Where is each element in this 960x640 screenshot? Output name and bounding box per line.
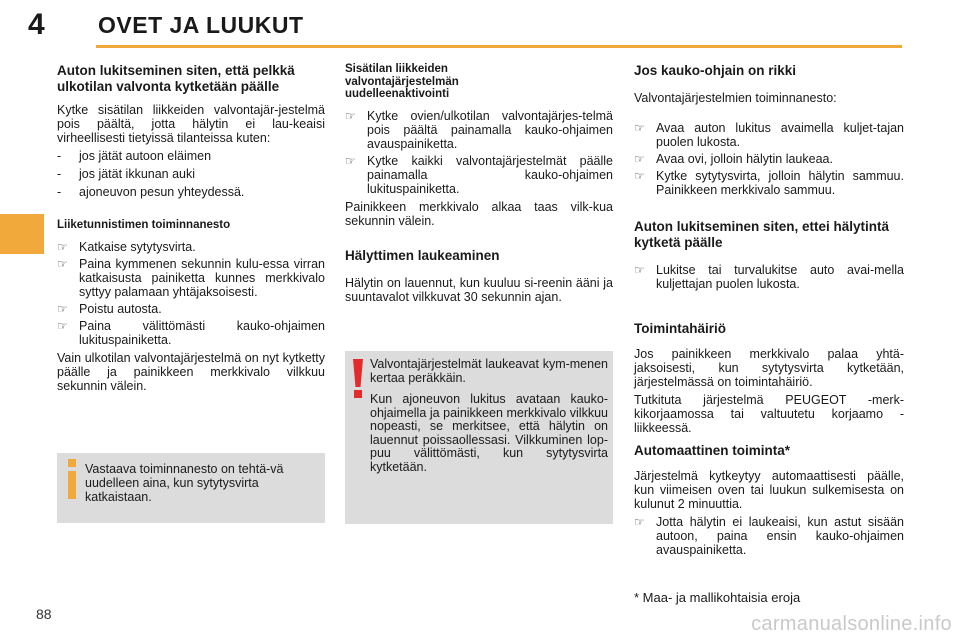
list-item: ☞ Lukitse tai turvalukitse auto avai-mella kuljettajan puolen lukosta. xyxy=(634,263,904,291)
right-s3-text-2: Tutkituta järjestelmä PEUGEOT -merk-kikorjaamossa tai valtuutetu korjaamo -liikkeessä. xyxy=(634,393,904,435)
middle-bullet-list xyxy=(345,109,613,196)
right-column xyxy=(634,63,904,561)
pointing-hand-icon: ☞ xyxy=(634,169,645,183)
middle-section-title: Hälyttimen laukeaminen xyxy=(345,247,500,263)
header-rule xyxy=(96,45,902,48)
page-number: 88 xyxy=(36,606,52,622)
watermark: carmanualsonline.info xyxy=(751,613,952,635)
chapter-side-tab xyxy=(0,214,44,254)
right-s1-list xyxy=(634,121,904,197)
list-item: ☞ Kytke ovien/ulkotilan valvontajärjes-telmä pois päältä painamalla kauko-ohjaimen avauspainiketta. xyxy=(345,108,613,151)
list-item: ☞ Avaa auton lukitus avaimella kuljet-tajan puolen lukosta. xyxy=(634,121,904,149)
footnote: * Maa- ja mallikohtaisia eroja xyxy=(634,590,801,605)
chapter-title: OVET JA LUUKUT xyxy=(98,12,304,38)
list-item: ☞ Kytke kaikki valvontajärjestelmät päälle painamalla kauko-ohjaimen lukituspainiketta. xyxy=(345,153,613,196)
middle-outro: Painikkeen merkkivalo alkaa taas vilk-kua sekunnin välein. xyxy=(345,199,613,228)
list-item: ☞ Katkaise sytytysvirta. xyxy=(57,239,196,254)
pointing-hand-icon: ☞ xyxy=(57,301,68,316)
list-item: ☞ Poistu autosta. xyxy=(57,301,162,316)
warning-text-2: Kun ajoneuvon lukitus avataan kauko-ohjaimella ja painikkeen merkkivalo vilkkuu nopeasti, se merkitsee, että hälytin on lauennut poissaollessasi. Vilkkuminen lop-puu välittömästi, kun sytytysvirta kytketään. xyxy=(370,392,608,474)
info-box-text: Vastaava toiminnanesto on tehtä-vä uudelleen aina, kun sytytysvirta katkaistaan. xyxy=(85,462,284,504)
list-item: ☞ Paina kymmenen sekunnin kulu-essa virran katkaisusta painiketta kunnes merkkivalo syttyy palamaan yhtäjaksoisesti. xyxy=(57,256,325,299)
pointing-hand-icon: ☞ xyxy=(57,318,68,333)
right-section-title-1: Jos kauko-ohjain on rikki xyxy=(634,63,797,78)
left-intro: Kytke sisätilan liikkeiden valvontajär-jestelmä pois päältä, jotta hälytin ei lau-keaisi virheellisesti tietyissä tilanteissa kuten: xyxy=(57,103,325,145)
list-item: ☞ Paina välittömästi kauko-ohjaimen lukituspainiketta. xyxy=(57,318,325,347)
list-item: - jos jätät ikkunan auki xyxy=(57,167,196,181)
exclamation-icon xyxy=(350,359,366,399)
warning-text-1: Valvontajärjestelmät laukeavat kym-menen kertaa peräkkäin. xyxy=(370,357,608,385)
pointing-hand-icon: ☞ xyxy=(634,121,645,135)
pointing-hand-icon: ☞ xyxy=(634,152,645,166)
left-outro: Vain ulkotilan valvontajärjestelmä on nyt kytketty päälle ja painikkeen merkkivalo vilkkuu sekunnin välein. xyxy=(57,350,325,393)
middle-subheading: Sisätilan liikkeiden valvontajärjestelmän uudelleenaktivointi xyxy=(345,63,459,100)
warning-box xyxy=(345,351,613,524)
info-box xyxy=(57,453,325,523)
right-s3-text-1: Jos painikkeen merkkivalo palaa yhtä-jaksoisesti, kun sytytysvirta kytketään, järjestelmässä on toimintahäiriö. xyxy=(634,347,904,389)
right-s4-text: Järjestelmä kytkeytyy automaattisesti päälle, kun viimeisen oven tai luukun sulkemisesta on kulunut 2 minuuttia. xyxy=(634,469,904,511)
middle-section-text: Hälytin on lauennut, kun kuuluu si-reenin ääni ja suuntavalot vilkkuvat 30 sekunnin ajan. xyxy=(345,275,613,304)
list-item: ☞ Kytke sytytysvirta, jolloin hälytin sammuu. Painikkeen merkkivalo sammuu. xyxy=(634,169,904,197)
pointing-hand-icon: ☞ xyxy=(57,256,68,271)
chapter-number: 4 xyxy=(28,8,45,41)
left-subheading: Liiketunnistimen toiminnanesto xyxy=(57,219,231,231)
left-dash-list xyxy=(57,149,325,199)
info-icon xyxy=(65,459,79,501)
pointing-hand-icon: ☞ xyxy=(57,239,68,254)
middle-column xyxy=(345,63,613,308)
list-item: - jos jätät autoon eläimen xyxy=(57,149,212,163)
left-column xyxy=(57,63,325,397)
right-section-title-2: Auton lukitseminen siten, ettei hälytintä kytketä päälle xyxy=(634,219,890,250)
right-s2-list xyxy=(634,263,904,291)
right-s4-list xyxy=(634,515,904,557)
pointing-hand-icon: ☞ xyxy=(634,263,645,277)
list-item: ☞ Jotta hälytin ei laukeaisi, kun astut sisään autoon, paina ensin kauko-ohjaimen avauspainiketta. xyxy=(634,515,904,557)
list-item: - ajoneuvon pesun yhteydessä. xyxy=(57,185,245,199)
right-section-title-4: Automaattinen toiminta* xyxy=(634,443,791,458)
right-section-title-3: Toimintahäiriö xyxy=(634,321,727,336)
pointing-hand-icon: ☞ xyxy=(634,515,645,529)
left-bullet-list xyxy=(57,240,325,347)
pointing-hand-icon: ☞ xyxy=(345,108,356,123)
right-s1-intro: Valvontajärjestelmien toiminnanesto: xyxy=(634,91,837,105)
warning-box-text xyxy=(370,358,608,482)
pointing-hand-icon: ☞ xyxy=(345,153,356,168)
list-item: ☞ Avaa ovi, jolloin hälytin laukeaa. xyxy=(634,152,833,166)
left-section-title: Auton lukitseminen siten, että pelkkä ulkotilan valvonta kytketään päälle xyxy=(57,63,295,94)
